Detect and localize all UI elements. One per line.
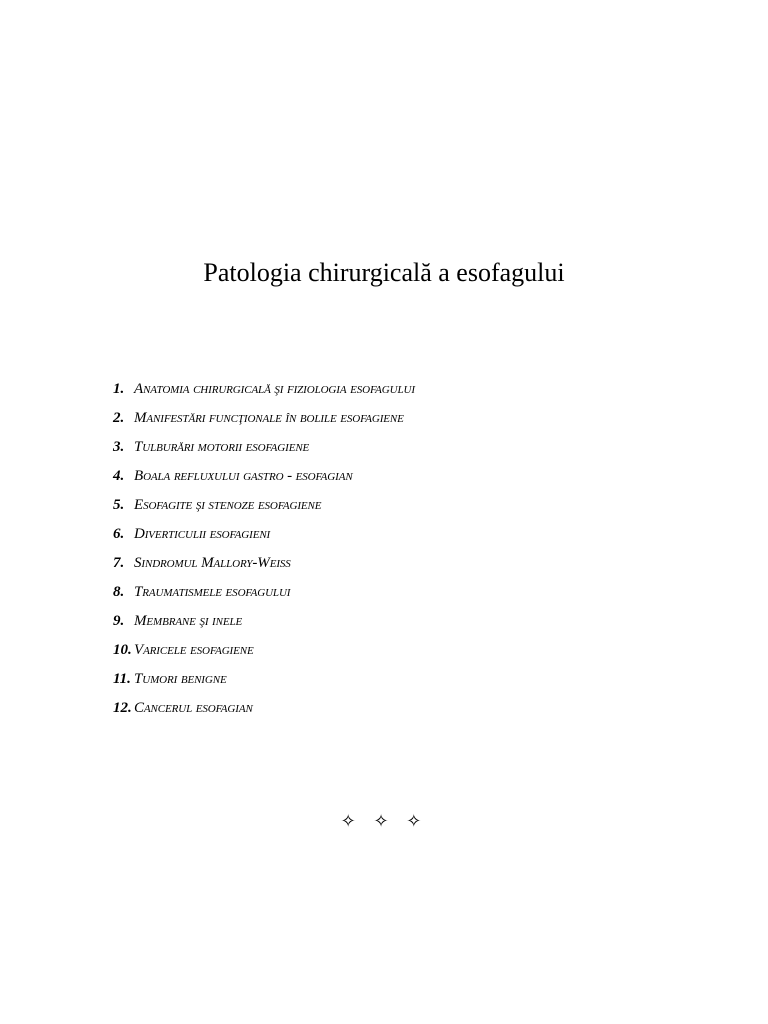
toc-item bbox=[113, 494, 415, 523]
toc-item bbox=[113, 552, 415, 581]
toc-item-number: 7. bbox=[113, 555, 125, 571]
toc-item bbox=[113, 697, 415, 726]
toc-item-number: 11. bbox=[113, 671, 131, 687]
toc-item bbox=[113, 378, 415, 407]
toc-item-number: 10. bbox=[113, 642, 132, 658]
toc-item-label: Traumatismele esofagului bbox=[134, 584, 291, 600]
toc-item-label: Esofagite şi stenoze esofagiene bbox=[134, 497, 322, 513]
toc-item-number: 3. bbox=[113, 439, 125, 455]
toc-item-number: 5. bbox=[113, 497, 125, 513]
toc-item-number: 1. bbox=[113, 381, 125, 397]
toc-item-label: Varicele esofagiene bbox=[134, 642, 254, 658]
page-title: Patologia chirurgicală a esofagului bbox=[203, 258, 565, 287]
toc-item-number: 2. bbox=[113, 410, 125, 426]
toc-item-label: Tulburări motorii esofagiene bbox=[134, 439, 310, 455]
toc-item-label: Sindromul Mallory-Weiss bbox=[134, 555, 291, 571]
toc-item-number: 12. bbox=[113, 700, 132, 716]
toc-item-number: 8. bbox=[113, 584, 125, 600]
section-divider-ornament: ✧ ✧ ✧ bbox=[340, 811, 428, 832]
toc-item bbox=[113, 523, 415, 552]
table-of-contents bbox=[113, 378, 415, 726]
toc-item-label: Membrane şi inele bbox=[134, 613, 243, 629]
toc-item-label: Cancerul esofagian bbox=[134, 700, 253, 716]
toc-item bbox=[113, 668, 415, 697]
toc-item bbox=[113, 407, 415, 436]
toc-item-label: Tumori benigne bbox=[134, 671, 227, 687]
toc-item bbox=[113, 436, 415, 465]
toc-item-number: 9. bbox=[113, 613, 125, 629]
toc-item bbox=[113, 581, 415, 610]
toc-item bbox=[113, 639, 415, 668]
toc-item-label: Anatomia chirurgicală şi fiziologia esofagului bbox=[134, 381, 415, 397]
toc-item-number: 6. bbox=[113, 526, 125, 542]
toc-item bbox=[113, 610, 415, 639]
toc-item-number: 4. bbox=[113, 468, 125, 484]
toc-item-label: Manifestări funcţionale în bolile esofagiene bbox=[134, 410, 404, 426]
toc-item-label: Diverticulii esofagieni bbox=[134, 526, 271, 542]
toc-item bbox=[113, 465, 415, 494]
toc-item-label: Boala refluxului gastro - esofagian bbox=[134, 468, 353, 484]
